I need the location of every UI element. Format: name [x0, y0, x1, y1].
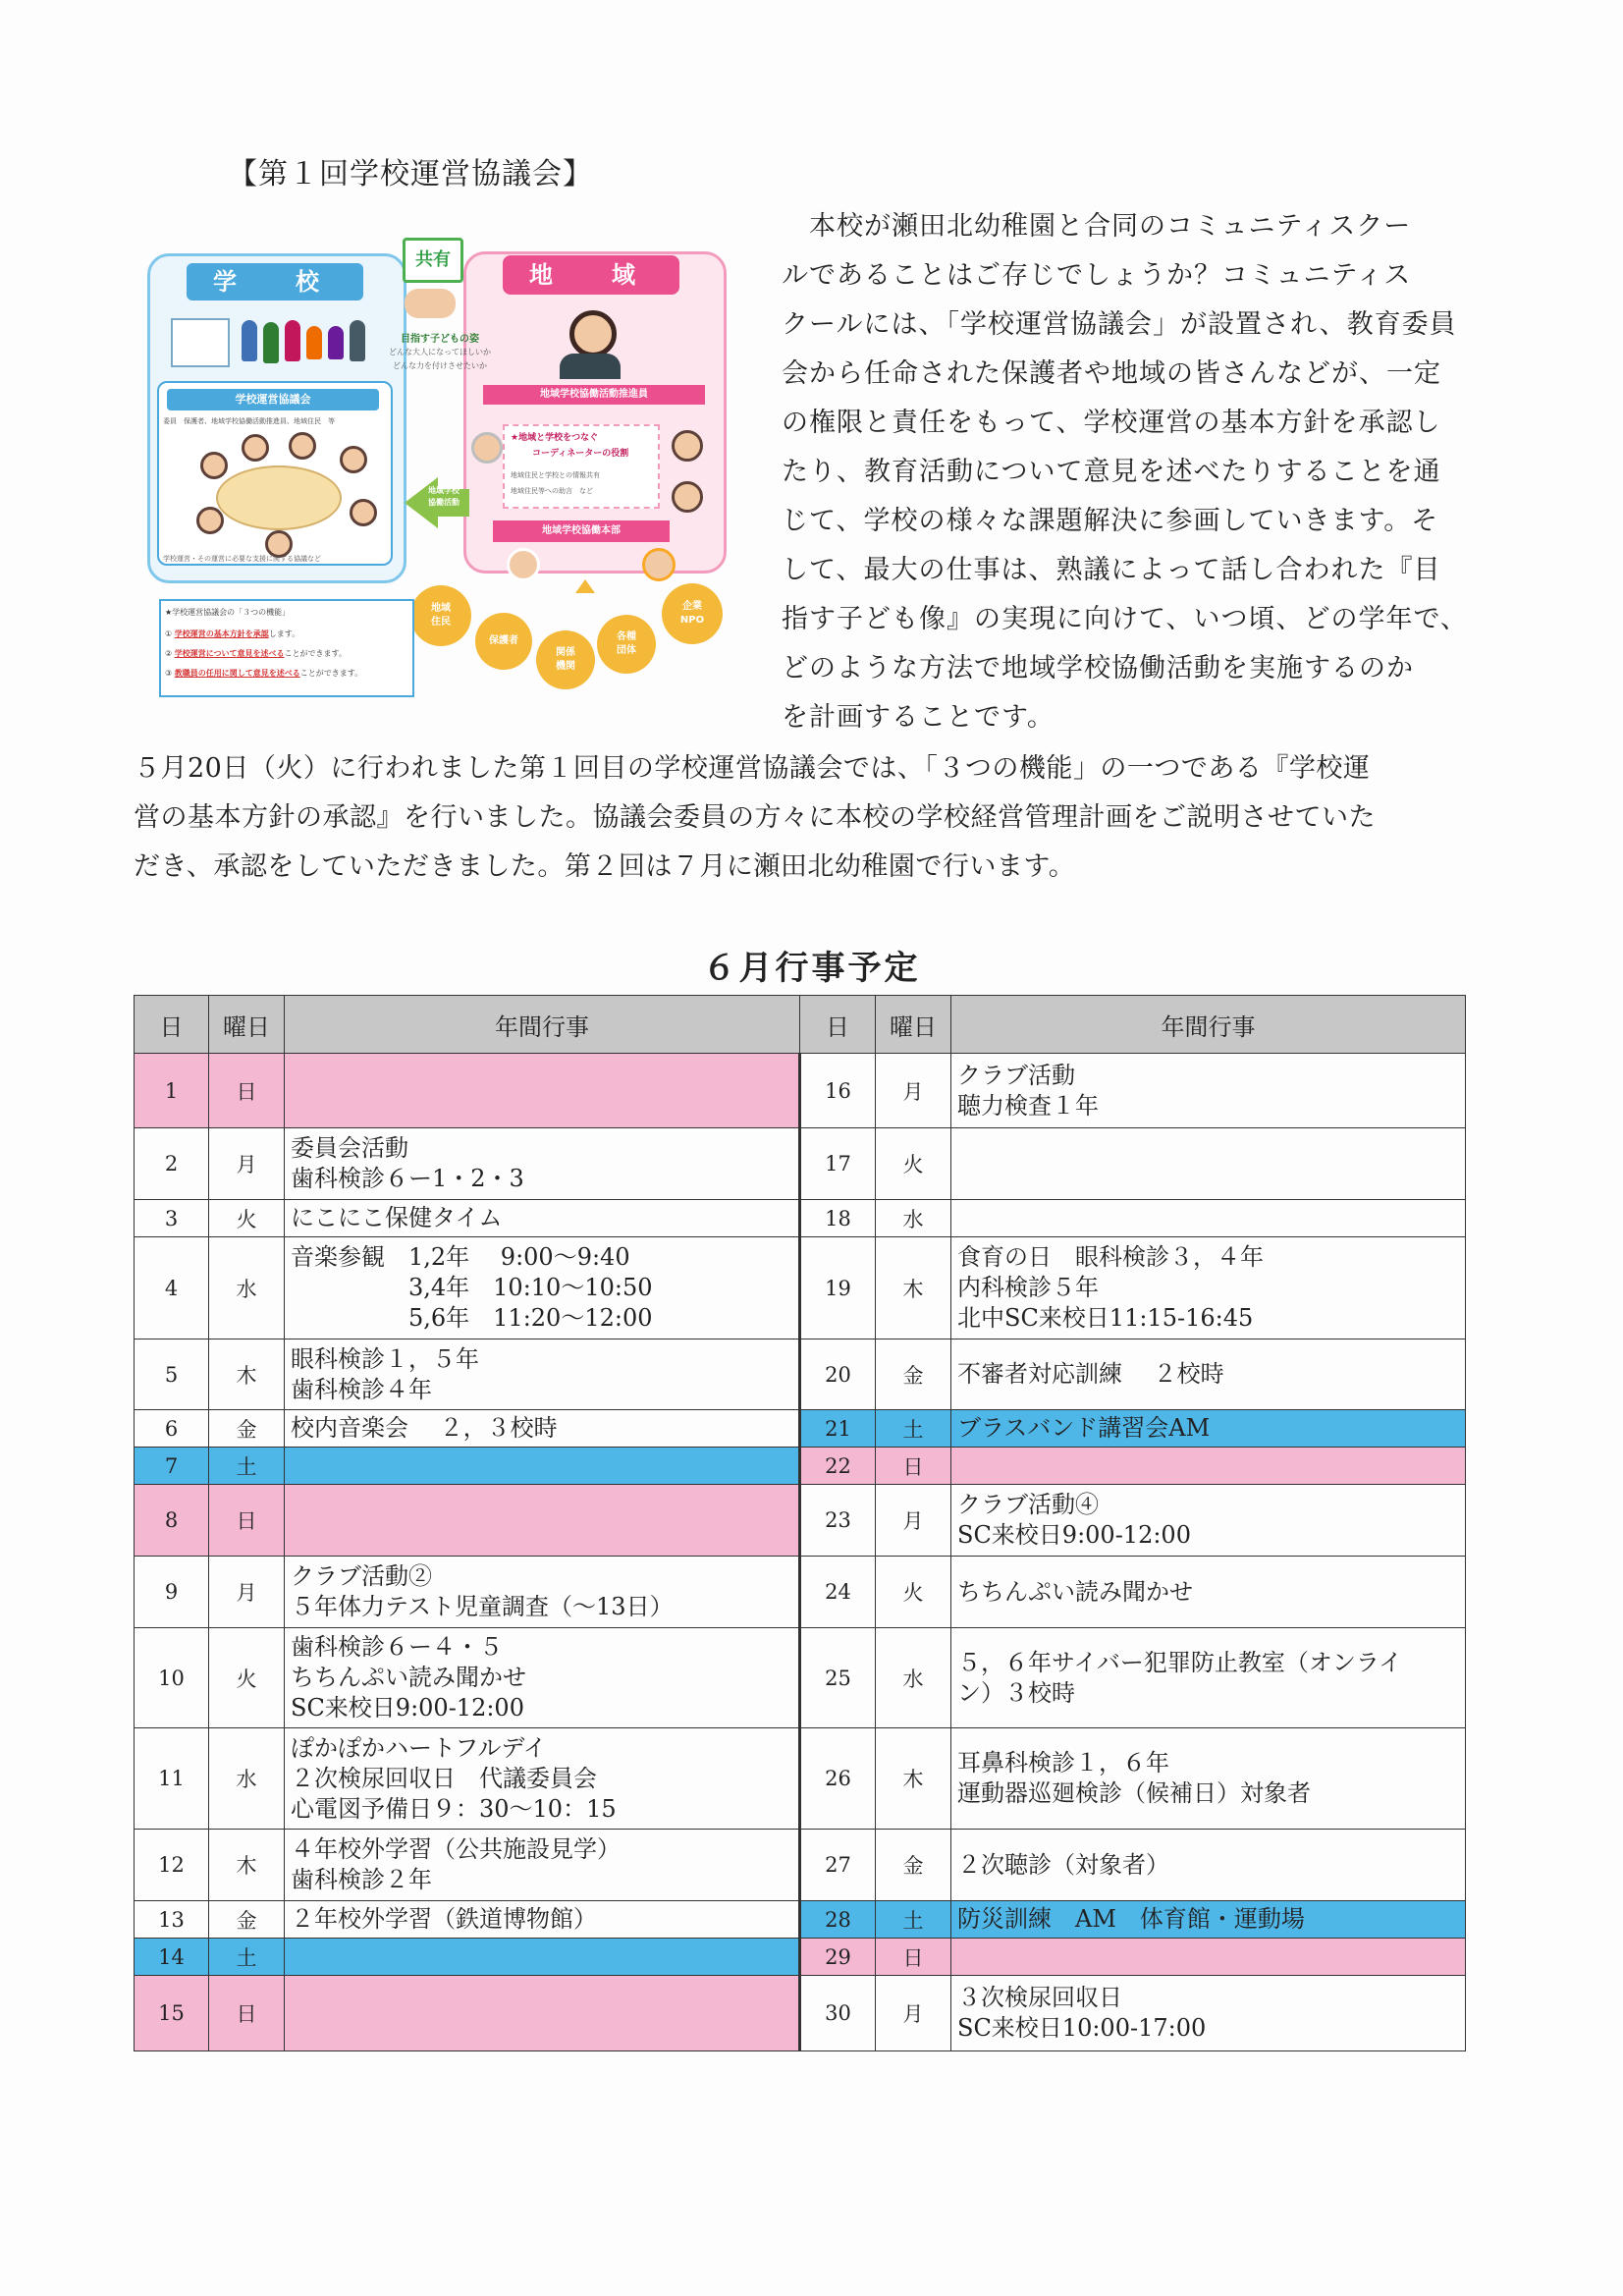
weekday-cell: 木: [209, 1830, 285, 1901]
day-cell: 7: [135, 1448, 209, 1485]
council-footer: 学校運営・その運営に必要な支援に関する協議など: [163, 555, 321, 563]
schedule-body: [135, 1054, 1466, 2051]
weekday-cell: 日: [209, 1485, 285, 1557]
resident-icon: [672, 481, 703, 513]
weekday-cell: 水: [876, 1200, 951, 1237]
weekday-cell: 土: [209, 1448, 285, 1485]
day-cell: 8: [135, 1485, 209, 1557]
table-row: [135, 1485, 1466, 1557]
event-cell: [285, 1976, 800, 2051]
event-cell: クラブ活動 聴力検査１年: [951, 1054, 1466, 1128]
day-cell: 23: [800, 1485, 876, 1557]
event-cell: ４年校外学習（公共施設見学） 歯科検診２年: [285, 1830, 800, 1901]
promoter-title: 地域学校協働活動推進員: [483, 385, 705, 405]
event-cell: ３次検尿回収日 SC来校日10:00-17:00: [951, 1976, 1466, 2051]
coordinator-body: [560, 354, 621, 379]
weekday-cell: 金: [876, 1830, 951, 1901]
function-num: ②: [165, 649, 173, 658]
weekday-cell: 月: [876, 1485, 951, 1557]
table-header-row: [135, 996, 1466, 1054]
day-cell: 29: [800, 1939, 876, 1976]
function-item: [165, 668, 362, 679]
event-cell: [951, 1128, 1466, 1200]
day-cell: 2: [135, 1128, 209, 1200]
day-cell: 30: [800, 1976, 876, 2051]
table-row: [135, 1830, 1466, 1901]
function-item: [165, 648, 347, 659]
day-cell: 19: [800, 1237, 876, 1339]
member-icon: [289, 432, 316, 460]
event-cell: [951, 1939, 1466, 1976]
handshake-icon: [405, 289, 456, 318]
volunteer-icon: [642, 548, 676, 581]
event-cell: ２次聴診（対象者）: [951, 1830, 1466, 1901]
member-icon: [340, 446, 367, 473]
day-cell: 28: [800, 1901, 876, 1939]
weekday-cell: 水: [209, 1237, 285, 1339]
day-cell: 17: [800, 1128, 876, 1200]
event-cell: ２年校外学習（鉄道博物館）: [285, 1901, 800, 1939]
day-cell: 20: [800, 1339, 876, 1410]
weekday-cell: 月: [209, 1557, 285, 1628]
teacher-icon: [285, 320, 300, 361]
event-cell: [285, 1448, 800, 1485]
share-label: 共有: [403, 238, 463, 283]
function-rest: ことができます。: [284, 649, 347, 658]
day-cell: 25: [800, 1628, 876, 1728]
coordinator-line2: コーディネーターの役割: [532, 449, 629, 459]
event-cell: [951, 1448, 1466, 1485]
weekday-cell: 土: [209, 1939, 285, 1976]
event-cell: 歯科検診６ー４・５ ちちんぷい読み聞かせ SC来校日9:00-12:00: [285, 1628, 800, 1728]
meeting-table-illustration: [216, 465, 342, 530]
header-events: 年間行事: [951, 996, 1466, 1054]
event-cell: 音楽参観 1,2年 9:00〜9:40 3,4年 10:10〜10:50 5,6年 11:20〜12:00: [285, 1237, 800, 1339]
weekday-cell: 木: [876, 1237, 951, 1339]
school-building-icon: [171, 318, 230, 367]
resident-icon: [672, 430, 703, 462]
day-cell: 5: [135, 1339, 209, 1410]
community-school-diagram: [147, 224, 736, 703]
goal-title: 目指す子どもの姿: [401, 334, 479, 345]
weekday-cell: 土: [876, 1901, 951, 1939]
table-row: [135, 1339, 1466, 1410]
arrow-up-icon: [575, 579, 595, 593]
day-cell: 10: [135, 1628, 209, 1728]
function-num: ③: [165, 669, 173, 678]
event-cell: [285, 1939, 800, 1976]
member-icon: [200, 452, 228, 479]
weekday-cell: 日: [876, 1939, 951, 1976]
event-cell: 防災訓練 AM 体育館・運動場: [951, 1901, 1466, 1939]
weekday-cell: 月: [209, 1128, 285, 1200]
event-cell: [285, 1485, 800, 1557]
weekday-cell: 火: [209, 1200, 285, 1237]
circle-guardians: 保護者: [475, 613, 532, 670]
table-row: [135, 1410, 1466, 1448]
goal-subtitle: どんな大人になってほしいか どんな力を付けさせたいか: [389, 348, 491, 370]
header-events: 年間行事: [285, 996, 800, 1054]
member-icon: [350, 499, 377, 526]
day-cell: 22: [800, 1448, 876, 1485]
day-cell: 21: [800, 1410, 876, 1448]
function-rest: ことができます。: [299, 669, 363, 678]
function-num: ①: [165, 629, 173, 638]
arrow-label: 地域学校 協働活動: [428, 486, 460, 507]
day-cell: 12: [135, 1830, 209, 1901]
weekday-cell: 日: [209, 1976, 285, 2051]
day-cell: 1: [135, 1054, 209, 1128]
day-cell: 16: [800, 1054, 876, 1128]
day-cell: 13: [135, 1901, 209, 1939]
circle-agencies: 関係 機関: [536, 630, 595, 689]
coordinator-detail: 地域住民と学校との情報共有 地域住民等への助言 など: [511, 471, 600, 495]
table-row: [135, 1939, 1466, 1976]
day-cell: 26: [800, 1728, 876, 1830]
event-cell: 不審者対応訓練 ２校時: [951, 1339, 1466, 1410]
day-cell: 15: [135, 1976, 209, 2051]
weekday-cell: 月: [876, 1976, 951, 2051]
teacher-icon: [242, 320, 257, 361]
weekday-cell: 金: [876, 1339, 951, 1410]
function-bold: 教職員の任用に関して意見を述べる: [174, 669, 300, 678]
event-cell: ５，６年サイバー犯罪防止教室（オンライ ン）３校時: [951, 1628, 1466, 1728]
event-cell: 耳鼻科検診１，６年 運動器巡廻検診（候補日）対象者: [951, 1728, 1466, 1830]
intro-paragraph: 本校が瀬田北幼稚園と合同のコミュニティスクー ルであることはご存じでしょうか？コミュニティス クールには、「学校運営協議会」が設置され、教育委員 会から任命された保護者や地域の皆さんなどが、一定 の権限と責任をもって、学校運営の基本方針を承認し たり、教育活動について意見を述べたりすることを通 じて、学校の様々な課題解決に参画していきます。そ して、最大の仕事は、熟議によって話し合われた『目 指す子ども像』の実現に向けて、いつ頃、どの学年で、 どのような方法で地域学校協働活動を実施するのか を計画することです。: [782, 211, 1468, 733]
circle-npo: 企業 NPO: [662, 583, 723, 644]
weekday-cell: 火: [876, 1128, 951, 1200]
functions-title: ★学校運営協議会の「３つの機能」: [165, 608, 291, 617]
day-cell: 14: [135, 1939, 209, 1976]
day-cell: 6: [135, 1410, 209, 1448]
student-icon: [328, 326, 344, 359]
function-bold: 学校運営について意見を述べる: [174, 649, 285, 658]
header-day: 日: [135, 996, 209, 1054]
weekday-cell: 木: [876, 1728, 951, 1830]
event-cell: ブラスバンド講習会AM: [951, 1410, 1466, 1448]
member-icon: [196, 507, 224, 534]
student-icon: [306, 326, 322, 359]
circle-residents: 地域 住民: [410, 585, 471, 646]
event-cell: [285, 1054, 800, 1128]
weekday-cell: 水: [876, 1628, 951, 1728]
table-row: [135, 1628, 1466, 1728]
hq-title: 地域学校協働本部: [493, 520, 670, 542]
weekday-cell: 金: [209, 1410, 285, 1448]
day-cell: 24: [800, 1557, 876, 1628]
table-row: [135, 1054, 1466, 1128]
table-row: [135, 1237, 1466, 1339]
weekday-cell: 日: [876, 1448, 951, 1485]
council-report-paragraph: ５月20日（火）に行われました第１回目の学校運営協議会では、「３つの機能」の一つである『学校運 営の基本方針の承認』を行いました。協議会委員の方々に本校の学校経営管理計画をご説明させていた だき、承認をしていただきました。第２回は７月に瀬田北幼稚園で行います。: [134, 753, 1376, 882]
function-item: [165, 629, 299, 639]
weekday-cell: 火: [876, 1557, 951, 1628]
coordinator-icon: [569, 310, 617, 357]
june-schedule-table: [134, 995, 1466, 2051]
table-row: [135, 1448, 1466, 1485]
weekday-cell: 火: [209, 1628, 285, 1728]
table-row: [135, 1728, 1466, 1830]
header-weekday: 曜日: [876, 996, 951, 1054]
resident-icon: [471, 432, 503, 464]
event-cell: 食育の日 眼科検診３，４年 内科検診５年 北中SC来校日11:15-16:45: [951, 1237, 1466, 1339]
council-members: 委員 保護者、地域学校協働活動推進員、地域住民 等: [163, 417, 335, 425]
council-title: 学校運営協議会: [167, 389, 379, 410]
event-cell: 校内音楽会 ２，３校時: [285, 1410, 800, 1448]
day-cell: 27: [800, 1830, 876, 1901]
day-cell: 11: [135, 1728, 209, 1830]
function-bold: 学校運営の基本方針を承認: [174, 629, 269, 638]
event-cell: 眼科検診１，５年 歯科検診４年: [285, 1339, 800, 1410]
weekday-cell: 木: [209, 1339, 285, 1410]
schedule-title: ６月行事予定: [702, 949, 921, 988]
table-row: [135, 1128, 1466, 1200]
weekday-cell: 土: [876, 1410, 951, 1448]
header-weekday: 曜日: [209, 996, 285, 1054]
table-row: [135, 1557, 1466, 1628]
area-label: 地 域: [503, 255, 679, 295]
table-row: [135, 1976, 1466, 2051]
day-cell: 18: [800, 1200, 876, 1237]
event-cell: [951, 1200, 1466, 1237]
weekday-cell: 水: [209, 1728, 285, 1830]
teacher-icon: [350, 320, 365, 361]
school-label: 学 校: [187, 263, 363, 301]
member-icon: [242, 434, 269, 462]
day-cell: 3: [135, 1200, 209, 1237]
day-cell: 4: [135, 1237, 209, 1339]
day-cell: 9: [135, 1557, 209, 1628]
function-rest: します。: [268, 629, 300, 638]
table-row: [135, 1200, 1466, 1237]
coordinator-line1: ★地域と学校をつなぐ: [511, 433, 599, 443]
weekday-cell: 月: [876, 1054, 951, 1128]
event-cell: ちちんぷい読み聞かせ: [951, 1557, 1466, 1628]
event-cell: クラブ活動④ SC来校日9:00-12:00: [951, 1485, 1466, 1557]
event-cell: ぽかぽかハートフルデイ ２次検尿回収日 代議委員会 心電図予備日９：30〜10：15: [285, 1728, 800, 1830]
volunteer-icon: [507, 548, 540, 581]
circle-groups: 各種 団体: [597, 615, 656, 674]
event-cell: クラブ活動② ５年体力テスト児童調査（〜13日）: [285, 1557, 800, 1628]
table-row: [135, 1901, 1466, 1939]
event-cell: にこにこ保健タイム: [285, 1200, 800, 1237]
weekday-cell: 金: [209, 1901, 285, 1939]
header-day: 日: [800, 996, 876, 1054]
teacher-icon: [263, 322, 279, 363]
council-heading: 【第１回学校運営協議会】: [228, 157, 593, 191]
event-cell: 委員会活動 歯科検診６ー1・2・3: [285, 1128, 800, 1200]
weekday-cell: 日: [209, 1054, 285, 1128]
